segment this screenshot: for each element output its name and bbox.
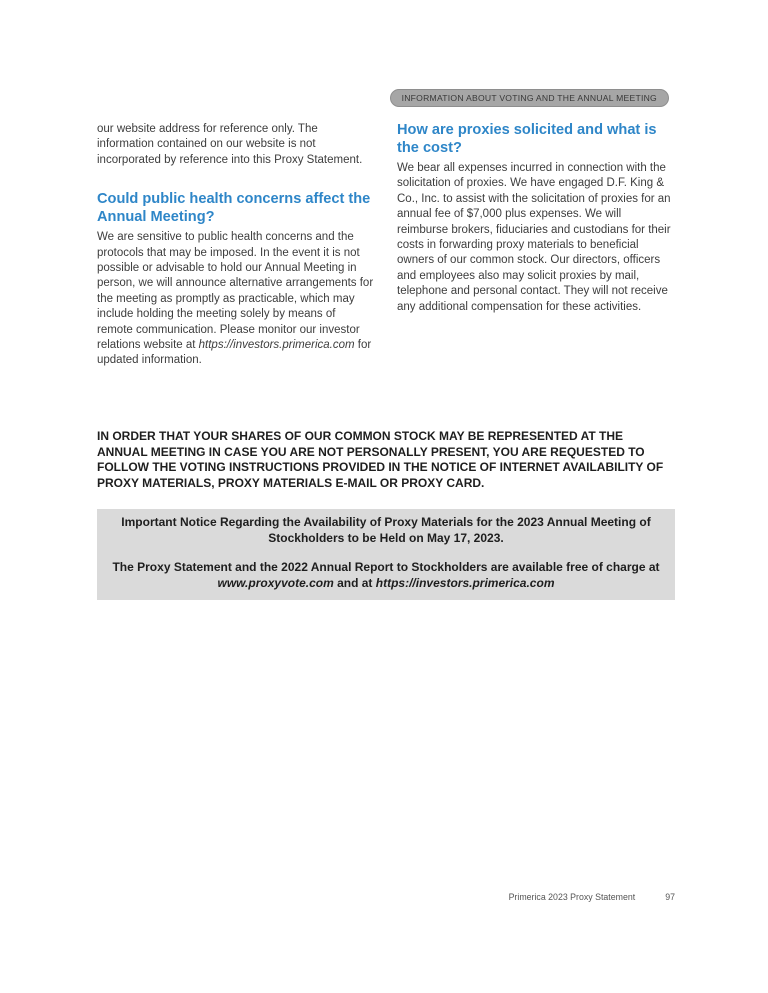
two-column-body: [97, 122, 674, 369]
left-body-text-after-link: for updated information.: [97, 339, 372, 367]
left-column: [97, 122, 374, 369]
right-column: [397, 122, 674, 369]
footer-doc-title: Primerica 2023 Proxy Statement: [508, 892, 636, 902]
page-footer: [97, 892, 675, 903]
section-tag-pill: INFORMATION ABOUT VOTING AND THE ANNUAL MEETING: [390, 89, 669, 107]
notice-text-before-links: The Proxy Statement and the 2022 Annual Report to Stockholders are available free of charge at: [112, 560, 660, 575]
footer-page-number: 97: [665, 892, 675, 902]
important-notice-line1: Important Notice Regarding the Availability of Proxy Materials for the 2023 Annual Meeting of Stockholders to be Held on May 17, 2023.: [121, 515, 651, 545]
proxyvote-link[interactable]: www.proxyvote.com: [217, 575, 334, 590]
notice-text-between-links: and at: [333, 575, 376, 590]
investors-primerica-link[interactable]: https://investors.primerica.com: [198, 339, 355, 352]
investors-primerica-link-2[interactable]: https://investors.primerica.com: [375, 575, 555, 590]
left-intro-paragraph: our website address for reference only. The information contained on our website is not incorporated by reference into this Proxy Statement.: [97, 123, 363, 166]
right-question-heading: How are proxies solicited and what is the cost?: [397, 122, 657, 156]
important-notice-line2: [109, 560, 663, 591]
right-body-paragraph: We bear all expenses incurred in connection with the solicitation of proxies. We have engaged D.F. King & Co., Inc. to assist with the solicitation of proxies for an annual fee of $7,000 plus expenses. We will reimburse brokers, fiduciaries and custodians for their costs in forwarding proxy materials to beneficial owners of our common stock. Our directors, officers and employees also may solicit proxies by mail, telephone and personal contact. They will not receive any additional compensation for these activities.: [397, 162, 671, 313]
left-question-heading: Could public health concerns affect the Annual Meeting?: [97, 191, 371, 225]
caps-notice-paragraph: IN ORDER THAT YOUR SHARES OF OUR COMMON STOCK MAY BE REPRESENTED AT THE ANNUAL MEETING IN CASE YOU ARE NOT PERSONALLY PRESENT, YOU ARE REQUESTED TO FOLLOW THE VOTING INSTRUCTIONS PROVIDED IN THE NOTICE OF INTERNET AVAILABILITY OF PROXY MATERIALS, PROXY MATERIALS E-MAIL OR PROXY CARD.: [97, 429, 664, 490]
important-notice-box: [97, 509, 675, 600]
left-body-text-before-link: We are sensitive to public health concerns and the protocols that may be imposed. In the event it is not possible or advisable to hold our Annual Meeting in person, we will announce alternative arrangements for the meeting as promptly as practicable, which may include holding the meeting solely by means of remote communication. Please monitor our investor relations website at: [97, 231, 374, 352]
left-body-paragraph: [97, 230, 374, 369]
